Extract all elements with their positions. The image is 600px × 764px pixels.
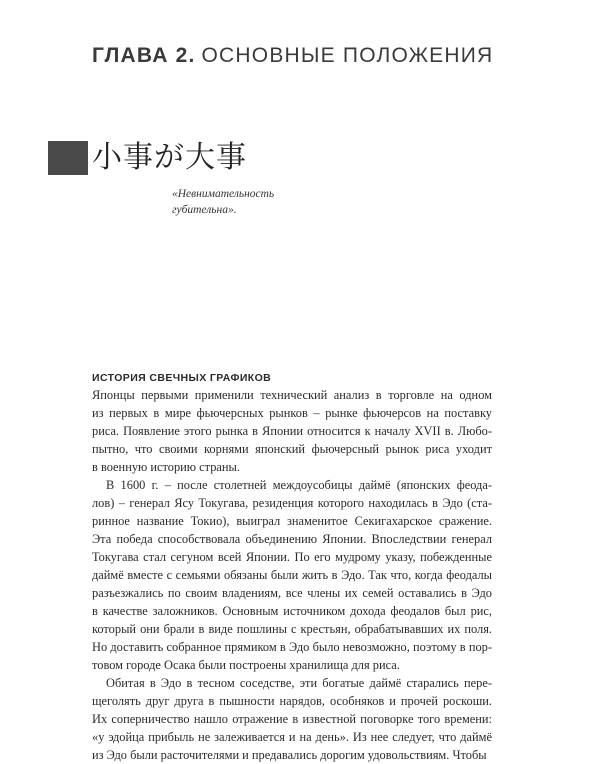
text-line: Японцы первыми применили технический анализ в торговле на одном bbox=[92, 388, 492, 402]
text-line: Обитая в Эдо в тесном соседстве, эти богатые даймё старались пере- bbox=[106, 676, 492, 690]
body-text bbox=[92, 386, 492, 764]
text-line: лов) – генерал Ясу Токугава, резиденция которого находилась в Эдо (ста- bbox=[92, 496, 492, 510]
text-line: разъезжались по своим владениям, все члены их семей оставались в Эдо bbox=[92, 586, 492, 600]
chapter-title: ОСНОВНЫЕ ПОЛОЖЕНИЯ bbox=[201, 44, 494, 67]
text-line: в военную историю страны. bbox=[92, 460, 240, 474]
epigraph bbox=[172, 186, 342, 218]
paragraph bbox=[92, 674, 492, 764]
kanji-heading-block bbox=[48, 141, 247, 175]
section-heading: ИСТОРИЯ СВЕЧНЫХ ГРАФИКОВ bbox=[92, 372, 272, 384]
text-line: в качестве заложников. Основным источником дохода феодалов был рис, bbox=[92, 604, 492, 618]
text-line: ринное название Токио), выиграл знаменитое Секигахарское сражение. bbox=[92, 514, 492, 528]
chapter-header bbox=[92, 44, 552, 68]
paragraph bbox=[92, 386, 492, 476]
paragraph bbox=[92, 476, 492, 674]
text-line: Но доставить собранное прямиком в Эдо было невозможно, поэтому в пор- bbox=[92, 640, 492, 654]
epigraph-line: «Невнимательность bbox=[172, 188, 275, 200]
text-line: из Эдо были расточителями и предавались дорогим удовольствиям. Чтобы bbox=[92, 748, 487, 762]
decorative-bar bbox=[48, 141, 88, 175]
text-line: пытно, что своими корнями японский фьючерсный рынок риса уходит bbox=[92, 442, 492, 456]
kanji-heading: 小事が大事 bbox=[92, 140, 247, 175]
text-line: Их соперничество нашло отражение в известной поговорке того времени: bbox=[92, 712, 492, 726]
text-line: В 1600 г. – после столетней междоусобицы даймё (японских феода- bbox=[106, 478, 492, 492]
epigraph-line: губительна». bbox=[172, 204, 237, 216]
text-line: щеголять друг друга в пышности нарядов, особняков и прочей роскоши. bbox=[92, 694, 492, 708]
text-line: Токугава стал сегуном всей Японии. По его мудрому указу, побежденные bbox=[92, 550, 492, 564]
text-line: риса. Появление этого рынка в Японии относится к началу XVII в. Любо- bbox=[92, 424, 492, 438]
text-line: который они брали в виде пошлины с крестьян, обрабатывавших их поля. bbox=[92, 622, 492, 636]
text-line: даймё вместе с семьями обязаны были жить в Эдо. Так что, когда феодалы bbox=[92, 568, 492, 582]
text-line: Эта победа способствовала объединению Японии. Впоследствии генерал bbox=[92, 532, 492, 546]
text-line: из первых в мире фьючерсных рынков – рынке фьючерсов на поставку bbox=[92, 406, 492, 420]
chapter-number: ГЛАВА 2. bbox=[92, 44, 196, 67]
text-line: товом городе Осака были построены хранилища для риса. bbox=[92, 658, 400, 672]
text-line: «у эдойца прибыль не залеживается и на день». Из нее следует, что даймё bbox=[92, 730, 492, 744]
